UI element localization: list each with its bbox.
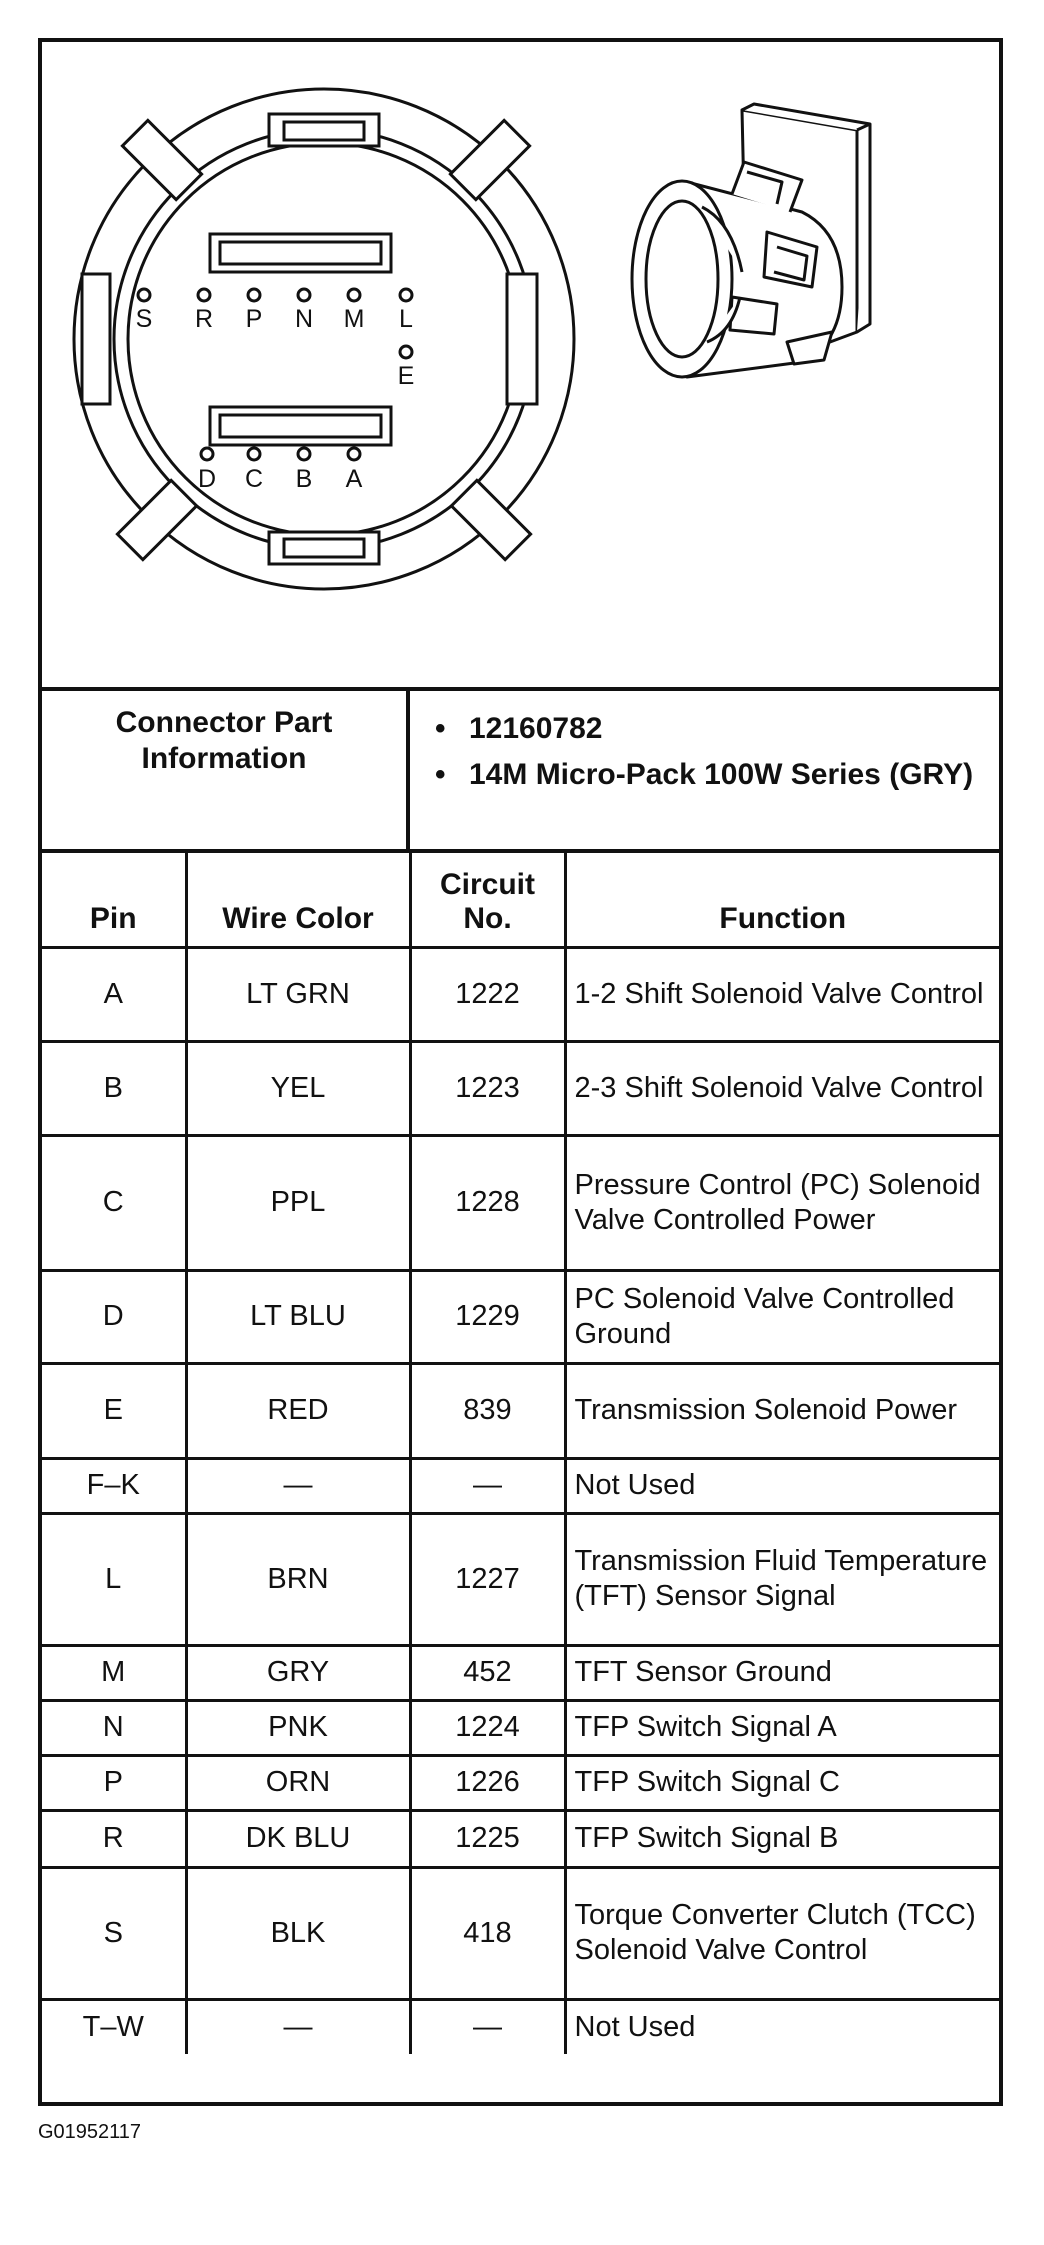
pin-label-n: N — [294, 305, 314, 333]
circuit-cell: 1225 — [410, 1810, 565, 1867]
pin-cell: P — [42, 1755, 186, 1810]
pin-cell: L — [42, 1513, 186, 1645]
wire-color-cell: RED — [186, 1363, 410, 1458]
function-cell: Pressure Control (PC) Solenoid Valve Controlled Power — [565, 1135, 999, 1270]
pin-hole-e — [400, 346, 412, 358]
pin-hole-b — [298, 448, 310, 460]
circuit-cell: 1229 — [410, 1270, 565, 1363]
pin-hole-d — [201, 448, 213, 460]
wire-color-cell: ORN — [186, 1755, 410, 1810]
wire-color-cell: LT GRN — [186, 947, 410, 1041]
table-row — [42, 1755, 999, 1810]
circuit-cell: 839 — [410, 1363, 565, 1458]
wire-color-cell: PNK — [186, 1700, 410, 1755]
function-cell: TFP Switch Signal B — [565, 1810, 999, 1867]
circuit-cell: 452 — [410, 1645, 565, 1700]
pin-cell: E — [42, 1363, 186, 1458]
pin-label-a: A — [345, 465, 363, 493]
header-circuit-no: Circuit No. — [410, 853, 565, 947]
circuit-cell: 1223 — [410, 1041, 565, 1135]
table-row — [42, 1513, 999, 1645]
circuit-cell: 1228 — [410, 1135, 565, 1270]
wire-color-cell: DK BLU — [186, 1810, 410, 1867]
pin-cell: A — [42, 947, 186, 1041]
pin-hole-c — [248, 448, 260, 460]
table-row — [42, 1645, 999, 1700]
pinout-table — [42, 853, 999, 2054]
pin-cell: R — [42, 1810, 186, 1867]
table-row — [42, 1458, 999, 1513]
table-row — [42, 1363, 999, 1458]
function-cell: Transmission Solenoid Power — [565, 1363, 999, 1458]
connector-series: • 14M Micro-Pack 100W Series (GRY) — [435, 757, 999, 793]
pin-label-m: M — [343, 305, 365, 333]
wire-color-cell: BLK — [186, 1867, 410, 1999]
connector-body-illustration — [632, 104, 870, 377]
pin-hole-s — [138, 289, 150, 301]
function-cell: PC Solenoid Valve Controlled Ground — [565, 1270, 999, 1363]
pin-label-l: L — [399, 305, 413, 333]
pin-label-r: R — [194, 305, 214, 333]
table-header-row — [42, 853, 999, 947]
pin-labels — [136, 305, 415, 493]
pin-label-b: B — [295, 465, 313, 493]
figure-id: G01952117 — [38, 2121, 142, 2143]
connector-face — [74, 89, 574, 589]
pin-cell: M — [42, 1645, 186, 1700]
pin-cell: N — [42, 1700, 186, 1755]
circuit-cell: — — [410, 1458, 565, 1513]
wire-color-cell: GRY — [186, 1645, 410, 1700]
wire-color-cell: LT BLU — [186, 1270, 410, 1363]
table-row — [42, 1999, 999, 2054]
table-row — [42, 947, 999, 1041]
function-cell: Transmission Fluid Temperature (TFT) Sensor Signal — [565, 1513, 999, 1645]
table-row — [42, 1810, 999, 1867]
circuit-cell: 1224 — [410, 1700, 565, 1755]
wire-color-cell: — — [186, 1458, 410, 1513]
wire-color-cell: BRN — [186, 1513, 410, 1645]
pin-hole-a — [348, 448, 360, 460]
connector-diagram — [42, 42, 999, 691]
circuit-cell: 1222 — [410, 947, 565, 1041]
connector-drawing — [42, 42, 999, 687]
table-row — [42, 1135, 999, 1270]
function-cell: 1-2 Shift Solenoid Valve Control — [565, 947, 999, 1041]
function-cell: 2-3 Shift Solenoid Valve Control — [565, 1041, 999, 1135]
wire-color-cell: PPL — [186, 1135, 410, 1270]
circuit-cell: 1226 — [410, 1755, 565, 1810]
pin-label-s: S — [135, 305, 153, 333]
connector-part-info — [42, 687, 999, 853]
header-function: Function — [565, 853, 999, 947]
pin-cell: B — [42, 1041, 186, 1135]
pin-hole-r — [198, 289, 210, 301]
wire-color-cell: — — [186, 1999, 410, 2054]
connector-part-info-list — [410, 687, 999, 849]
wire-color-cell: YEL — [186, 1041, 410, 1135]
table-row — [42, 1700, 999, 1755]
function-cell: TFP Switch Signal A — [565, 1700, 999, 1755]
function-cell: TFT Sensor Ground — [565, 1645, 999, 1700]
function-cell: Not Used — [565, 1999, 999, 2054]
circuit-cell: — — [410, 1999, 565, 2054]
connector-part-info-label: Connector Part Information — [42, 687, 410, 849]
pin-hole-l — [400, 289, 412, 301]
pin-hole-m — [348, 289, 360, 301]
table-row — [42, 1867, 999, 1999]
table-row — [42, 1041, 999, 1135]
pin-cell: S — [42, 1867, 186, 1999]
pin-label-c: C — [244, 465, 264, 493]
pin-label-d: D — [197, 465, 217, 493]
function-cell: Torque Converter Clutch (TCC) Solenoid Valve Control — [565, 1867, 999, 1999]
header-pin: Pin — [42, 853, 186, 947]
pin-cell: C — [42, 1135, 186, 1270]
pin-label-e: E — [397, 362, 415, 390]
table-row — [42, 1270, 999, 1363]
part-number: • 12160782 — [435, 711, 999, 747]
circuit-cell: 1227 — [410, 1513, 565, 1645]
pin-cell: T–W — [42, 1999, 186, 2054]
function-cell: TFP Switch Signal C — [565, 1755, 999, 1810]
pin-cell: D — [42, 1270, 186, 1363]
pin-hole-p — [248, 289, 260, 301]
pin-label-p: P — [245, 305, 263, 333]
circuit-cell: 418 — [410, 1867, 565, 1999]
pin-hole-n — [298, 289, 310, 301]
function-cell: Not Used — [565, 1458, 999, 1513]
header-wire-color: Wire Color — [186, 853, 410, 947]
figure-frame — [38, 38, 1003, 2106]
pin-cell: F–K — [42, 1458, 186, 1513]
